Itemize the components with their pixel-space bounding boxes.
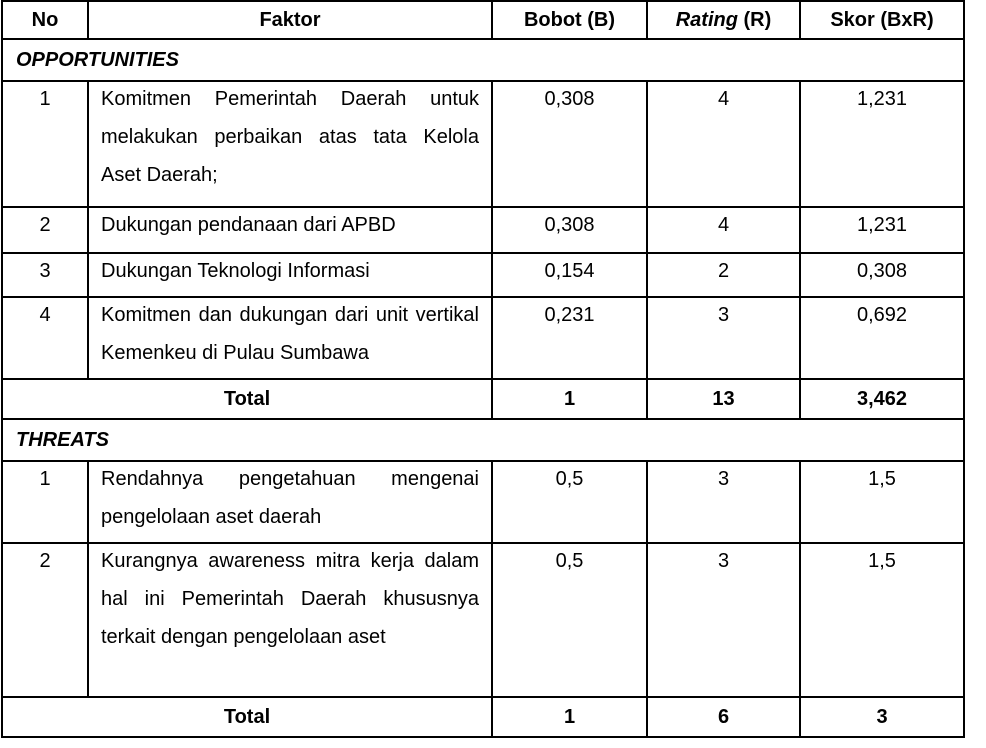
total-rating: 6: [647, 697, 800, 737]
row-faktor-text: Rendahnya pengetahuan mengenai pengelolaan aset daerah: [101, 468, 479, 528]
row-faktor: [88, 253, 492, 297]
threats-title: THREATS: [2, 419, 964, 461]
row-no: 1: [2, 81, 88, 207]
row-rating: 3: [647, 297, 800, 379]
opportunities-section-row: [2, 39, 964, 81]
table-row: [2, 207, 964, 253]
row-faktor: [88, 297, 492, 379]
opportunities-title: OPPORTUNITIES: [2, 39, 964, 81]
row-skor: 0,308: [800, 253, 964, 297]
row-bobot: 0,5: [492, 543, 647, 697]
header-rating-suffix: (R): [737, 8, 772, 31]
table-row: [2, 297, 964, 379]
row-skor: 1,231: [800, 207, 964, 253]
table-row: [2, 81, 964, 207]
row-skor: 1,231: [800, 81, 964, 207]
total-skor: 3: [800, 697, 964, 737]
header-rating-italic: Rating: [675, 8, 738, 31]
row-rating: 3: [647, 543, 800, 697]
header-faktor: Faktor: [88, 1, 492, 39]
row-rating: 3: [647, 461, 800, 543]
row-skor: 1,5: [800, 543, 964, 697]
table-row: [2, 253, 964, 297]
row-bobot: 0,154: [492, 253, 647, 297]
total-label: Total: [2, 379, 492, 419]
row-faktor-text: Komitmen dan dukungan dari unit vertikal Kemenkeu di Pulau Sumbawa: [101, 304, 479, 364]
row-rating: 4: [647, 207, 800, 253]
table-row: [2, 543, 964, 697]
row-no: 4: [2, 297, 88, 379]
total-label: Total: [2, 697, 492, 737]
row-faktor-text: Dukungan Teknologi Informasi: [101, 260, 370, 282]
efas-table: [1, 0, 965, 738]
table-row: [2, 461, 964, 543]
header-no: No: [2, 1, 88, 39]
opportunities-total-row: [2, 379, 964, 419]
row-bobot: 0,308: [492, 207, 647, 253]
row-no: 2: [2, 207, 88, 253]
total-bobot: 1: [492, 379, 647, 419]
row-faktor: [88, 207, 492, 253]
row-skor: 0,692: [800, 297, 964, 379]
row-bobot: 0,308: [492, 81, 647, 207]
row-no: 2: [2, 543, 88, 697]
total-rating: 13: [647, 379, 800, 419]
row-bobot: 0,5: [492, 461, 647, 543]
row-bobot: 0,231: [492, 297, 647, 379]
row-no: 3: [2, 253, 88, 297]
header-bobot: Bobot (B): [492, 1, 647, 39]
row-faktor: [88, 81, 492, 207]
total-bobot: 1: [492, 697, 647, 737]
row-no: 1: [2, 461, 88, 543]
threats-total-row: [2, 697, 964, 737]
row-faktor: [88, 461, 492, 543]
threats-section-row: [2, 419, 964, 461]
row-faktor: [88, 543, 492, 697]
row-skor: 1,5: [800, 461, 964, 543]
row-faktor-text: Dukungan pendanaan dari APBD: [101, 214, 396, 236]
header-skor: Skor (BxR): [800, 1, 964, 39]
row-faktor-text: Komitmen Pemerintah Daerah untuk melakukan perbaikan atas tata Kelola Aset Daerah;: [101, 88, 479, 186]
total-skor: 3,462: [800, 379, 964, 419]
header-row: [2, 1, 964, 39]
row-rating: 4: [647, 81, 800, 207]
row-rating: 2: [647, 253, 800, 297]
header-rating: [647, 1, 800, 39]
row-faktor-text: Kurangnya awareness mitra kerja dalam hal ini Pemerintah Daerah khususnya terkait dengan pengelolaan aset: [101, 550, 479, 648]
